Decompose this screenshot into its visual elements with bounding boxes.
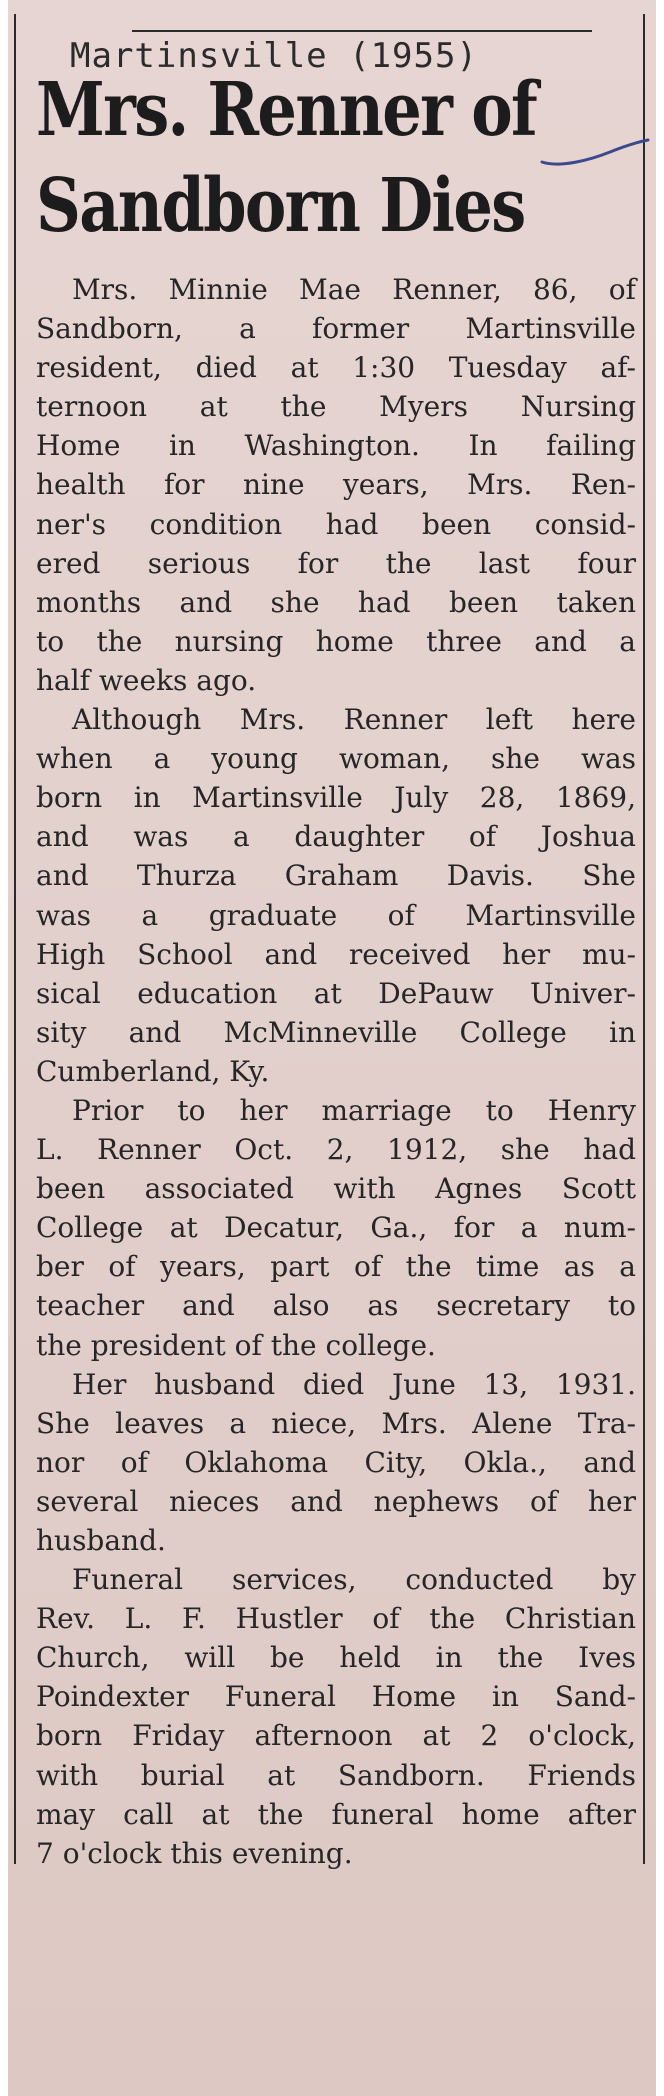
article-line: Although Mrs. Renner left here [72,703,636,737]
pen-mark-icon [540,130,650,170]
article-line: 7 o'clock this evening. [36,1836,353,1870]
article-line: born Friday afternoon at 2 o'clock, [36,1719,636,1753]
article-line: Cumberland, Ky. [36,1054,270,1088]
article-line: She leaves a niece, Mrs. Alene Tra- [36,1406,636,1440]
article-paragraph [36,1560,636,1873]
article-line: High School and received her mu- [36,937,636,971]
article-paragraph [36,270,636,700]
headline [36,62,540,254]
article-line: Mrs. Minnie Mae Renner, 86, of [72,273,636,306]
article-line: College at Decatur, Ga., for a num- [36,1211,636,1245]
article-line: health for nine years, Mrs. Ren- [36,468,636,502]
article-line: the president of the college. [36,1328,436,1362]
article-line: sical education at DePauw Univer- [36,976,636,1010]
article-line: ered serious for the last four [36,546,636,580]
article-line: with burial at Sandborn. Friends [36,1758,636,1792]
article-line: and was a daughter of Joshua [36,820,636,854]
article-line: Poindexter Funeral Home in Sand- [36,1680,636,1714]
article-line: born in Martinsville July 28, 1869, [36,781,636,815]
right-column-rule [643,14,645,1864]
article-line: months and she had been taken [36,585,636,619]
left-column-rule [14,14,16,1864]
article-line: ber of years, part of the time as a [36,1250,636,1284]
headline-line-1: Mrs. Renner of [36,67,537,153]
article-line: ner's condition had been consid- [36,507,636,541]
article-paragraph [36,700,636,1091]
article-line: resident, died at 1:30 Tuesday af- [36,351,636,385]
article-line: husband. [36,1524,166,1557]
article-line: sity and McMinneville College in [36,1015,636,1049]
article-line: and Thurza Graham Davis. She [36,859,636,893]
article-line: been associated with Agnes Scott [36,1172,636,1206]
handwritten-annotation: Martinsville (1955) [70,36,478,76]
article-line: several nieces and nephews of her [36,1484,636,1518]
article-line: to the nursing home three and a [36,624,636,658]
article-line: teacher and also as secretary to [36,1289,636,1323]
article-line: ternoon at the Myers Nursing [36,390,636,424]
article-paragraph [36,1091,636,1365]
article-line: nor of Oklahoma City, Okla., and [36,1445,636,1479]
article-line: when a young woman, she was [36,742,636,776]
article-line: half weeks ago. [36,663,257,697]
article-line: was a graduate of Martinsville [36,898,636,932]
article-line: Her husband died June 13, 1931. [72,1367,636,1401]
article-line: may call at the funeral home after [36,1797,636,1831]
article-line: Home in Washington. In failing [36,429,636,463]
article-line: Sandborn, a former Martinsville [36,312,636,346]
article-line: Church, will be held in the Ives [36,1641,636,1675]
top-rule [132,30,592,32]
article-body [36,270,636,1873]
article-line: L. Renner Oct. 2, 1912, she had [36,1133,636,1167]
article-paragraph [36,1365,636,1560]
headline-line-2: Sandborn Dies [36,163,525,249]
article-line: Funeral services, conducted by [72,1563,636,1597]
article-line: Rev. L. F. Hustler of the Christian [36,1602,636,1636]
article-line: Prior to her marriage to Henry [72,1093,636,1127]
